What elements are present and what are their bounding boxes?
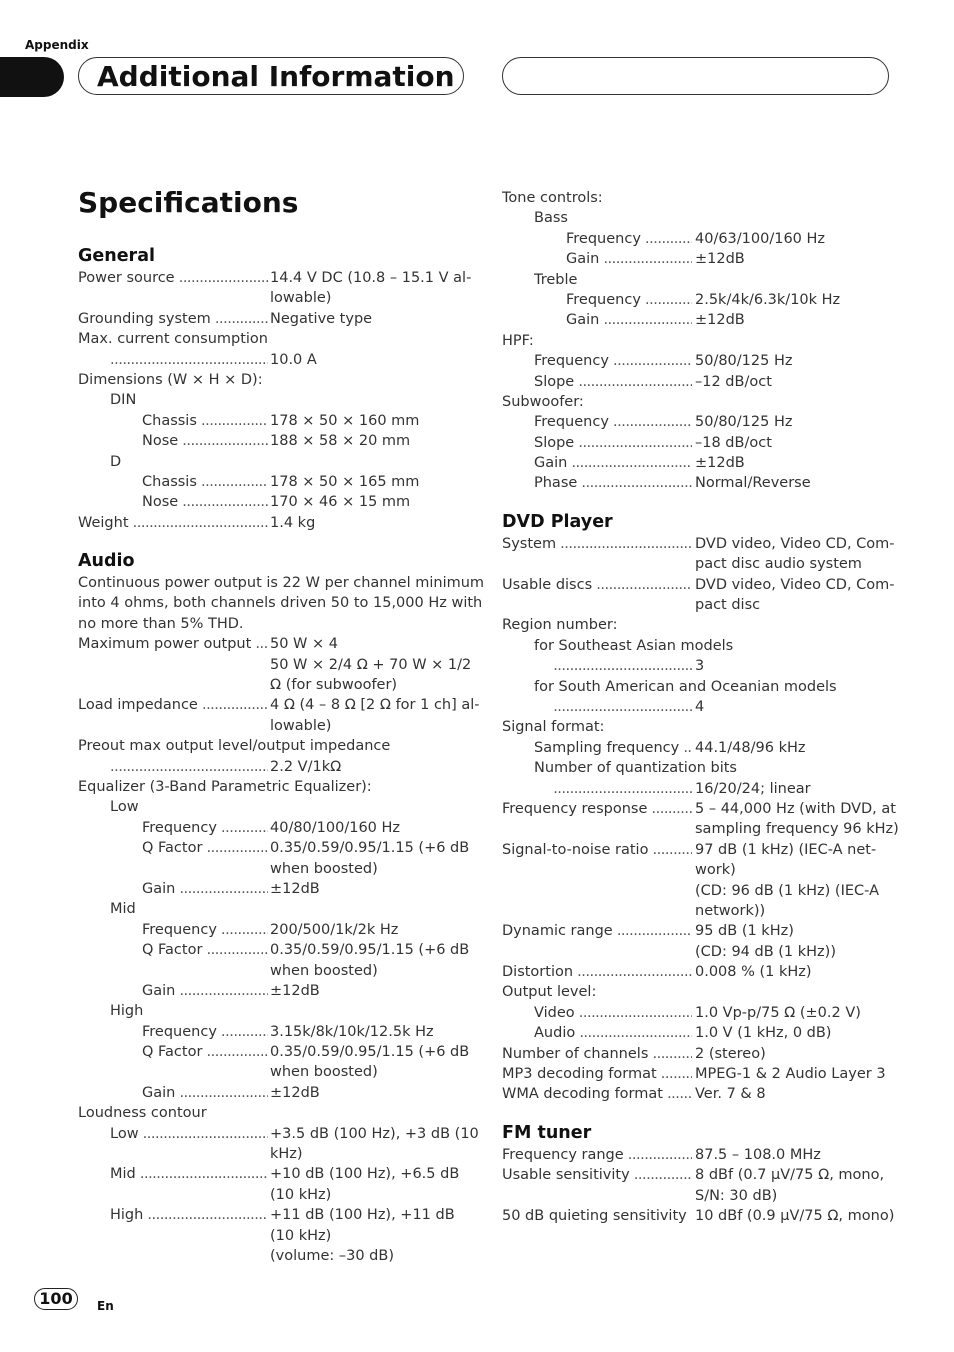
spec-row	[78, 1124, 479, 1144]
spec-row	[502, 249, 892, 269]
spec-text	[502, 819, 899, 839]
spec-text	[502, 188, 892, 208]
section-gap	[502, 494, 892, 510]
spec-text-content: 50 W × 2/4 Ω + 70 W × 1/2	[270, 656, 472, 673]
spec-label: Chassis .....	[142, 472, 268, 492]
spec-value: ±12dB	[270, 1084, 320, 1101]
spec-value: 87.5 – 108.0 MHz	[695, 1146, 821, 1163]
spec-label: Frequency .....	[534, 412, 692, 432]
spec-text-content: Number of quantization bits	[534, 760, 737, 777]
spec-value: ±12dB	[270, 880, 320, 897]
section-gap	[502, 1105, 892, 1121]
spec-row	[502, 412, 892, 432]
spec-value: 0.35/0.59/0.95/1.15 (+6 dB	[270, 840, 470, 857]
spec-label	[110, 350, 268, 370]
spec-text-content: network))	[695, 902, 766, 919]
spec-text-content: Treble	[534, 271, 578, 288]
right-spec-list	[502, 188, 899, 1226]
spec-value: DVD video, Video CD, Com-	[695, 576, 895, 593]
spec-label: 50 dB quieting sensitivity .....	[502, 1206, 692, 1226]
spec-value: –18 dB/oct	[695, 434, 772, 451]
spec-text-content: lowable)	[270, 717, 332, 734]
spec-value: 50 W × 4	[270, 636, 338, 653]
spec-label: Sampling frequency .....	[534, 738, 692, 758]
spec-text	[78, 961, 468, 981]
spec-value: 3.15k/8k/10k/12.5k Hz	[270, 1023, 434, 1040]
spec-text-content: Region number:	[502, 617, 618, 634]
spec-row	[78, 411, 468, 431]
spec-row	[78, 981, 468, 1001]
spec-value: 1.0 Vp-p/75 Ω (±0.2 V)	[695, 1004, 861, 1021]
spec-label: Power source .....	[78, 268, 268, 288]
spec-label: Phase .....	[534, 473, 692, 493]
spec-row	[78, 268, 472, 288]
spec-label: WMA decoding format .....	[502, 1084, 692, 1104]
header-title: Additional Information	[97, 60, 455, 93]
spec-text	[78, 675, 468, 695]
spec-text	[502, 331, 892, 351]
spec-row	[502, 473, 892, 493]
spec-row	[78, 818, 468, 838]
spec-label	[553, 656, 692, 676]
spec-text	[502, 982, 892, 1002]
spec-text	[502, 942, 892, 962]
spec-text	[78, 370, 468, 390]
spec-label: High .....	[110, 1205, 268, 1225]
spec-value: 4	[695, 698, 705, 715]
spec-value: 95 dB (1 kHz)	[695, 923, 794, 940]
spec-text-content: lowable)	[270, 290, 332, 307]
spec-row	[78, 879, 468, 899]
spec-row	[78, 431, 468, 451]
spec-value: Negative type	[270, 310, 373, 327]
spec-text	[502, 554, 892, 574]
spec-value: 170 × 46 × 15 mm	[270, 494, 411, 511]
spec-label: Audio .....	[534, 1023, 692, 1043]
spec-value: 3	[695, 658, 705, 675]
spec-text	[78, 1103, 468, 1123]
spec-label: Frequency .....	[534, 351, 692, 371]
spec-row	[78, 940, 468, 960]
spec-text-content: Dimensions (W × H × D):	[78, 371, 263, 388]
spec-text	[78, 1062, 468, 1082]
spec-text	[502, 860, 892, 880]
spec-row	[502, 921, 892, 941]
spec-value: 50/80/125 Hz	[695, 353, 793, 370]
spec-label	[110, 757, 268, 777]
spec-label: Gain .....	[566, 310, 692, 330]
spec-label: Nose .....	[142, 431, 268, 451]
spec-value: 0.008 % (1 kHz)	[695, 964, 812, 981]
spec-text-content: Max. current consumption	[78, 331, 268, 348]
spec-row	[502, 1165, 892, 1185]
spec-row	[502, 962, 892, 982]
header-title-box	[78, 57, 464, 95]
spec-row	[78, 492, 468, 512]
spec-row	[502, 1206, 895, 1226]
spec-row	[502, 1003, 892, 1023]
spec-label: Low .....	[110, 1124, 268, 1144]
spec-text-content: when boosted)	[270, 1064, 378, 1081]
spec-row	[502, 1023, 892, 1043]
spec-text-content: kHz)	[270, 1146, 303, 1163]
spec-text-content: Bass	[534, 210, 568, 227]
spec-text	[78, 1001, 468, 1021]
spec-text-content: Preout max output level/output impedance	[78, 738, 391, 755]
spec-label: Frequency .....	[142, 1022, 268, 1042]
page-number: 100	[34, 1288, 78, 1310]
spec-row	[502, 697, 892, 717]
spec-value: 10 dBf (0.9 µV/75 Ω, mono)	[695, 1207, 895, 1224]
section-heading: FM tuner	[502, 1122, 592, 1143]
section-tab-marker	[0, 57, 64, 97]
spec-text	[78, 614, 468, 634]
spec-label	[553, 697, 692, 717]
spec-label	[553, 779, 692, 799]
spec-label: Gain .....	[142, 1083, 268, 1103]
spec-value: Normal/Reverse	[695, 475, 811, 492]
spec-label: Frequency .....	[142, 818, 268, 838]
spec-text	[78, 1185, 468, 1205]
spec-text	[78, 288, 468, 308]
spec-label: Nose .....	[142, 492, 268, 512]
spec-value: 40/63/100/160 Hz	[695, 230, 826, 247]
spec-value: 0.35/0.59/0.95/1.15 (+6 dB	[270, 1044, 470, 1061]
spec-row	[502, 229, 892, 249]
spec-label: Usable sensitivity .....	[502, 1165, 692, 1185]
spec-text	[78, 1226, 468, 1246]
spec-label: Mid .....	[110, 1164, 268, 1184]
spec-label: MP3 decoding format .....	[502, 1064, 692, 1084]
spec-text-content: sampling frequency 96 kHz)	[695, 821, 899, 838]
spec-value: 2.5k/4k/6.3k/10k Hz	[695, 291, 841, 308]
left-spec-list	[78, 244, 485, 1266]
spec-text-content: Ω (for subwoofer)	[270, 677, 398, 694]
spec-text	[502, 717, 892, 737]
spec-text	[502, 901, 892, 921]
spec-text-content: (volume: –30 dB)	[270, 1247, 394, 1264]
spec-row	[502, 351, 892, 371]
spec-value: 97 dB (1 kHz) (IEC-A net-	[695, 841, 877, 858]
spec-value: 2.2 V/1kΩ	[270, 758, 342, 775]
spec-row	[78, 350, 468, 370]
spec-text	[502, 1186, 892, 1206]
spec-text	[78, 736, 468, 756]
spec-row	[78, 838, 468, 858]
spec-text-content: when boosted)	[270, 860, 378, 877]
spec-label: Frequency .....	[142, 920, 268, 940]
spec-text-content: for Southeast Asian models	[534, 637, 734, 654]
spec-text-content: (CD: 94 dB (1 kHz))	[695, 943, 836, 960]
spec-text	[78, 655, 472, 675]
spec-row	[502, 1044, 892, 1064]
spec-text	[78, 329, 468, 349]
spec-text-content: Tone controls:	[502, 190, 603, 206]
spec-row	[502, 534, 895, 554]
spec-value: 0.35/0.59/0.95/1.15 (+6 dB	[270, 942, 470, 959]
spec-label: Q Factor .....	[142, 940, 268, 960]
spec-value: 40/80/100/160 Hz	[270, 819, 401, 836]
section-heading: General	[78, 246, 155, 266]
spec-text	[502, 595, 892, 615]
spec-row	[78, 1042, 468, 1062]
spec-text	[78, 573, 485, 593]
spec-value: 14.4 V DC (10.8 – 15.1 V al-	[270, 270, 472, 286]
spec-text	[78, 452, 468, 472]
spec-label: Maximum power output .....	[78, 634, 268, 654]
spec-value: 1.0 V (1 kHz, 0 dB)	[695, 1025, 832, 1042]
section-heading: Audio	[78, 551, 135, 572]
left-column	[78, 180, 485, 1266]
spec-text-content: Equalizer (3-Band Parametric Equalizer):	[78, 778, 372, 795]
spec-value: 2 (stereo)	[695, 1045, 766, 1062]
spec-text	[78, 1144, 468, 1164]
spec-row	[502, 290, 892, 310]
language-label: En	[97, 1299, 114, 1313]
spec-text-content: DIN	[110, 392, 137, 409]
spec-value: DVD video, Video CD, Com-	[695, 535, 895, 552]
spec-row	[78, 695, 480, 715]
spec-label: Q Factor .....	[142, 1042, 268, 1062]
spec-text-content: (10 kHz)	[270, 1227, 332, 1244]
spec-label: Weight .....	[78, 513, 268, 533]
spec-row	[502, 433, 892, 453]
spec-value: 200/500/1k/2k Hz	[270, 921, 399, 938]
spec-text-content: S/N: 30 dB)	[695, 1187, 778, 1204]
spec-value: 178 × 50 × 165 mm	[270, 473, 420, 490]
spec-value: ±12dB	[695, 251, 745, 268]
spec-row	[502, 738, 892, 758]
spec-value: –12 dB/oct	[695, 373, 772, 390]
spec-row	[78, 1022, 468, 1042]
spec-text-content: Output level:	[502, 984, 597, 1001]
section-label: Appendix	[25, 38, 89, 52]
spec-row	[78, 513, 468, 533]
spec-text-content: Low	[110, 799, 139, 816]
spec-text	[502, 881, 892, 901]
spec-row	[502, 1145, 892, 1165]
section-gap	[78, 533, 468, 549]
spec-text-content: into 4 ohms, both channels driven 50 to 15,000 Hz with	[78, 595, 483, 612]
spec-text-content: Mid	[110, 901, 136, 918]
spec-label: Frequency .....	[566, 229, 692, 249]
spec-row	[78, 1083, 468, 1103]
spec-value: 10.0 A	[270, 351, 317, 368]
spec-text	[78, 797, 468, 817]
spec-value: 8 dBf (0.7 µV/75 Ω, mono,	[695, 1167, 885, 1184]
spec-label: Gain .....	[142, 981, 268, 1001]
spec-label: Grounding system .....	[78, 309, 268, 329]
spec-text-content: (CD: 96 dB (1 kHz) (IEC-A	[695, 882, 879, 899]
spec-row	[78, 634, 468, 654]
spec-row	[78, 1205, 468, 1225]
spec-value: 5 – 44,000 Hz (with DVD, at	[695, 800, 896, 817]
section-heading: DVD Player	[502, 511, 613, 532]
spec-label: Slope .....	[534, 433, 692, 453]
spec-value: +10 dB (100 Hz), +6.5 dB	[270, 1166, 460, 1183]
spec-text-content: pact disc	[695, 597, 761, 614]
spec-text	[502, 636, 892, 656]
spec-value: ±12dB	[695, 455, 745, 472]
spec-text	[502, 677, 892, 697]
spec-label: Distortion .....	[502, 962, 692, 982]
spec-text-content: Continuous power output is 22 W per channel minimum	[78, 575, 485, 592]
spec-text-content: for South American and Oceanian models	[534, 678, 837, 695]
spec-value: +11 dB (100 Hz), +11 dB	[270, 1207, 455, 1224]
spec-label: Signal-to-noise ratio .....	[502, 840, 692, 860]
spec-text-content: HPF:	[502, 332, 534, 349]
spec-text	[78, 716, 468, 736]
spec-text	[78, 593, 483, 613]
spec-label: Frequency response .....	[502, 799, 692, 819]
spec-row	[502, 656, 892, 676]
spec-row	[502, 453, 892, 473]
right-column	[502, 188, 899, 1226]
spec-text-content: Signal format:	[502, 719, 605, 736]
spec-label: Dynamic range .....	[502, 921, 692, 941]
spec-label: Chassis .....	[142, 411, 268, 431]
header-empty-box	[502, 57, 889, 95]
spec-text-content: D	[110, 453, 122, 470]
spec-value: 50/80/125 Hz	[695, 414, 793, 431]
spec-value: ±12dB	[270, 982, 320, 999]
spec-text-content: Subwoofer:	[502, 393, 584, 410]
spec-row	[502, 840, 892, 860]
spec-label: Load impedance .....	[78, 695, 268, 715]
spec-text	[502, 392, 892, 412]
spec-row	[78, 757, 468, 777]
spec-value: 16/20/24; linear	[695, 780, 811, 797]
spec-label: Usable discs .....	[502, 575, 692, 595]
spec-text	[502, 758, 892, 778]
spec-value: MPEG-1 & 2 Audio Layer 3	[695, 1066, 886, 1083]
spec-row	[78, 920, 468, 940]
spec-value: +3.5 dB (100 Hz), +3 dB (10	[270, 1125, 479, 1142]
spec-value: 178 × 50 × 160 mm	[270, 412, 420, 429]
spec-value: 1.4 kg	[270, 514, 316, 531]
spec-row	[502, 799, 896, 819]
spec-value: Ver. 7 & 8	[695, 1086, 766, 1103]
spec-row	[502, 1064, 892, 1084]
spec-label: System .....	[502, 534, 692, 554]
spec-value: 4 Ω (4 – 8 Ω [2 Ω for 1 ch] al-	[270, 697, 480, 714]
spec-row	[502, 372, 892, 392]
spec-text-content: (10 kHz)	[270, 1186, 332, 1203]
spec-row	[502, 575, 895, 595]
spec-value: ±12dB	[695, 312, 745, 329]
spec-text-content: work)	[695, 862, 736, 879]
spec-text	[78, 390, 468, 410]
spec-row	[78, 472, 468, 492]
spec-row	[502, 779, 892, 799]
page-title: Specifications	[78, 186, 299, 219]
spec-label: Gain .....	[566, 249, 692, 269]
spec-text	[78, 777, 468, 797]
spec-label: Q Factor .....	[142, 838, 268, 858]
spec-text	[78, 1246, 468, 1266]
spec-label: Video .....	[534, 1003, 692, 1023]
spec-text-content: High	[110, 1003, 144, 1020]
spec-label: Slope .....	[534, 372, 692, 392]
spec-text	[78, 899, 468, 919]
spec-label: Gain .....	[142, 879, 268, 899]
spec-row	[502, 1084, 892, 1104]
spec-value: 44.1/48/96 kHz	[695, 739, 806, 756]
spec-text-content: Loudness contour	[78, 1105, 207, 1122]
spec-text-content: when boosted)	[270, 962, 378, 979]
spec-text	[78, 859, 468, 879]
spec-label: Frequency range .....	[502, 1145, 692, 1165]
spec-label: Gain .....	[534, 453, 692, 473]
spec-text	[502, 270, 892, 290]
spec-text	[502, 615, 892, 635]
spec-text	[502, 208, 892, 228]
spec-text-content: no more than 5% THD.	[78, 615, 244, 632]
spec-label: Number of channels .....	[502, 1044, 692, 1064]
spec-row	[78, 1164, 468, 1184]
spec-row	[502, 310, 892, 330]
spec-value: 188 × 58 × 20 mm	[270, 433, 411, 450]
spec-text-content: pact disc audio system	[695, 556, 862, 573]
spec-row	[78, 309, 468, 329]
spec-label: Frequency .....	[566, 290, 692, 310]
